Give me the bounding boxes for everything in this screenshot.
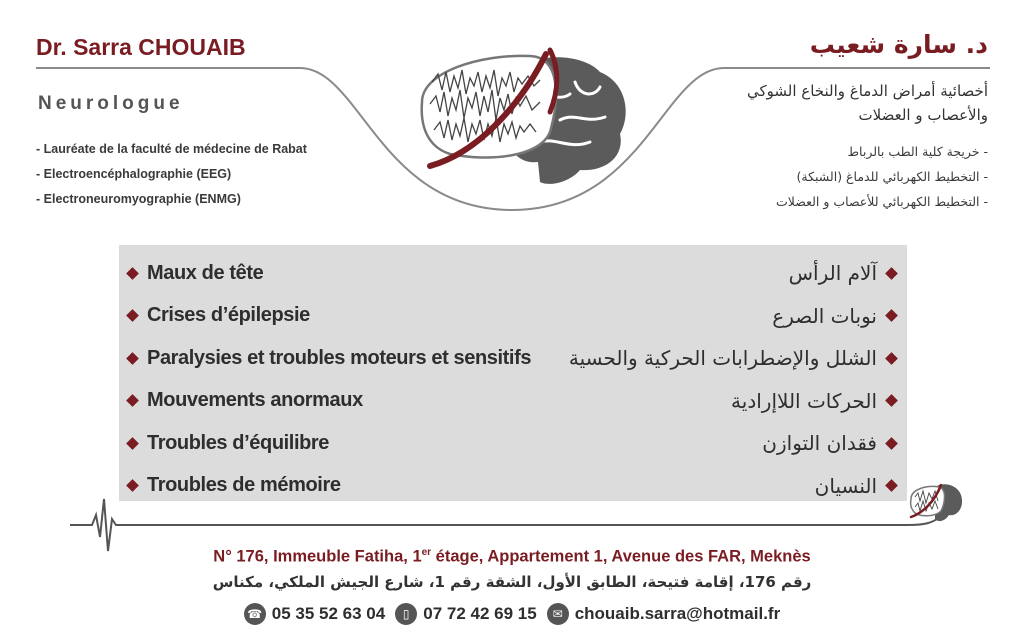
- services-list-fr: [126, 252, 531, 507]
- email-address: chouaib.sarra@hotmail.fr: [574, 604, 781, 623]
- service-label: Paralysies et troubles moteurs et sensitifs: [147, 346, 532, 369]
- mobile-contact[interactable]: [395, 603, 536, 625]
- service-label: Troubles de mémoire: [147, 474, 341, 497]
- credentials-fr: [36, 137, 307, 212]
- mobile-icon: ▯: [395, 603, 417, 625]
- service-item: [569, 422, 898, 465]
- diamond-bullet-icon: [126, 309, 139, 322]
- diamond-bullet-icon: [885, 437, 898, 450]
- doctor-name-fr: Dr. Sarra CHOUAIB: [36, 34, 246, 60]
- credential-item: - التخطيط الكهربائي للدماغ (الشبكة): [796, 169, 988, 184]
- service-item: [569, 380, 898, 423]
- service-label: Mouvements anormaux: [147, 389, 363, 412]
- service-item: [569, 252, 898, 295]
- service-item: [126, 422, 531, 465]
- service-label: الشلل والإضطرابات الحركية والحسية: [568, 346, 877, 371]
- service-item: [126, 337, 531, 380]
- service-item: [569, 295, 898, 338]
- credentials-ar: [776, 139, 988, 214]
- diamond-bullet-icon: [885, 267, 898, 280]
- diamond-bullet-icon: [885, 479, 898, 492]
- mobile-number: 07 72 42 69 15: [423, 604, 537, 623]
- diamond-bullet-icon: [126, 479, 139, 492]
- service-label: الحركات اللاإرادية: [731, 388, 877, 413]
- service-label: النسيان: [814, 473, 877, 498]
- diamond-bullet-icon: [885, 394, 898, 407]
- specialty-ar: [688, 79, 988, 127]
- diamond-bullet-icon: [126, 267, 139, 280]
- service-item: [569, 337, 898, 380]
- address-fr: N° 176, Immeuble Fatiha, 1er étage, Appartement 1, Avenue des FAR, Meknès: [213, 547, 811, 566]
- diamond-bullet-icon: [126, 394, 139, 407]
- specialty-ar-line2: والأعصاب و العضلات: [858, 106, 988, 124]
- diamond-bullet-icon: [126, 352, 139, 365]
- service-label: Maux de tête: [147, 261, 264, 284]
- credential-item: - خريجة كلية الطب بالرباط: [847, 144, 988, 159]
- phone-icon: ☎: [244, 603, 266, 625]
- services-list-ar: [569, 252, 898, 507]
- service-item: [126, 295, 531, 338]
- phone-contact[interactable]: [244, 603, 385, 625]
- specialty-ar-line1: أخصائية أمراض الدماغ والنخاع الشوكي: [746, 82, 988, 100]
- brain-eeg-logo: [410, 42, 635, 194]
- service-item: [126, 380, 531, 423]
- ecg-pulse-line: [0, 495, 1024, 555]
- service-label: نوبات الصرع: [772, 303, 877, 328]
- phone-number: 05 35 52 63 04: [271, 604, 386, 623]
- service-item: [126, 252, 531, 295]
- diamond-bullet-icon: [126, 437, 139, 450]
- credential-item: - التخطيط الكهربائي للأعصاب و العضلات: [776, 194, 988, 209]
- diamond-bullet-icon: [885, 352, 898, 365]
- service-label: فقدان التوازن: [762, 431, 877, 456]
- service-label: آلام الرأس: [788, 261, 877, 286]
- address-ar: رقم 176، إقامة فتيحة، الطابق الأول، الشقة رقم 1، شارع الجيش الملكي، مكناس: [212, 573, 812, 591]
- credential-item: - Lauréate de la faculté de médecine de Rabat: [36, 142, 307, 156]
- specialty-fr: Neurologue: [38, 93, 184, 114]
- credential-item: - Electroencéphalographie (EEG): [36, 167, 232, 181]
- diamond-bullet-icon: [885, 309, 898, 322]
- small-brain-icon: [905, 479, 965, 529]
- contact-row: [0, 603, 1024, 625]
- service-label: Troubles d’équilibre: [147, 431, 330, 454]
- service-label: Crises d’épilepsie: [147, 304, 310, 327]
- email-icon: ✉: [547, 603, 569, 625]
- credential-item: - Electroneuromyographie (ENMG): [36, 192, 241, 206]
- doctor-name-ar: د. سارة شعيب: [809, 30, 988, 59]
- email-contact[interactable]: [547, 603, 781, 625]
